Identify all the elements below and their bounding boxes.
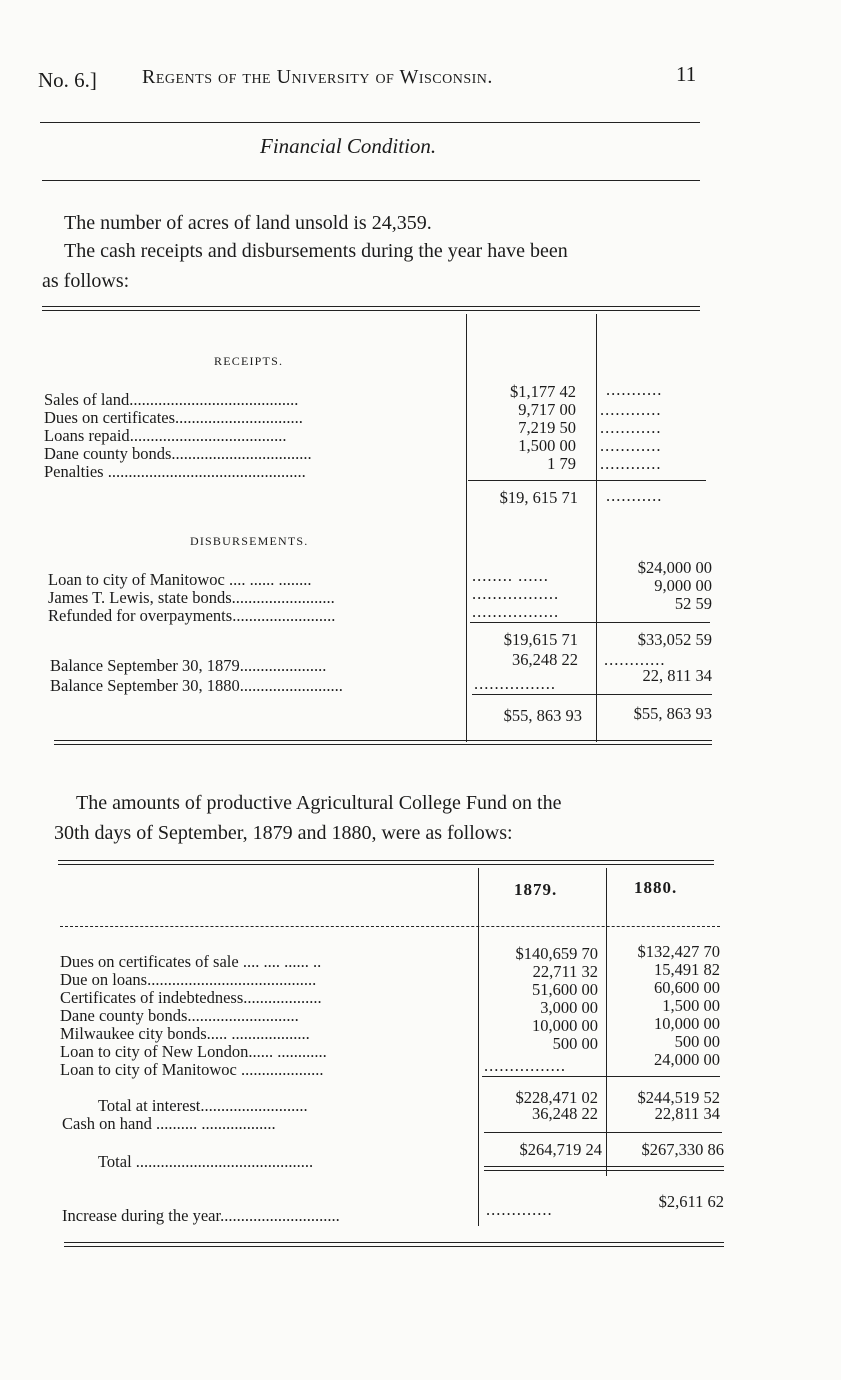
receipt-label-1: Sales of land......................................... bbox=[44, 390, 299, 409]
disbursement-value-3: 52 59 bbox=[674, 594, 712, 613]
table2-top-rule bbox=[58, 860, 714, 861]
total-label: Total ........................................... bbox=[98, 1152, 314, 1171]
top-rule bbox=[40, 122, 700, 123]
t2-col2-1: $132,427 70 bbox=[637, 942, 720, 961]
intro-line-1: The number of acres of land unsold is 24,359. bbox=[64, 212, 432, 234]
para2-line-2: 30th days of September, 1879 and 1880, were as follows: bbox=[54, 822, 513, 844]
balance-1880-value: 22, 811 34 bbox=[642, 666, 712, 685]
cash-1880: 22,811 34 bbox=[654, 1104, 720, 1123]
increase-1879-leader: ............. bbox=[486, 1200, 553, 1219]
receipt-leader-1: ........... bbox=[606, 380, 663, 399]
disbursement-leader-2: ................. bbox=[472, 584, 560, 603]
table2-col-divider-1 bbox=[478, 868, 479, 1226]
table2-col-divider-2 bbox=[606, 868, 607, 1176]
grand-total-col2: $55, 863 93 bbox=[633, 704, 712, 723]
table1-top-rule-2 bbox=[42, 310, 700, 311]
receipts-heading: RECEIPTS. bbox=[214, 354, 284, 368]
balance-1879-leader: ............ bbox=[604, 650, 666, 669]
receipt-leader-2: ............ bbox=[600, 400, 662, 419]
t2-col1-2: 22,711 32 bbox=[532, 962, 598, 981]
receipt-value-4: 1,500 00 bbox=[518, 436, 576, 455]
t2-label-5: Milwaukee city bonds..... ................... bbox=[60, 1024, 310, 1043]
t2-col1-3: 51,600 00 bbox=[532, 980, 598, 999]
t2-col2-4: 1,500 00 bbox=[662, 996, 720, 1015]
t2-label-3: Certificates of indebtedness................... bbox=[60, 988, 322, 1007]
intro-line-3: as follows: bbox=[42, 270, 130, 292]
t2-col2-7: 24,000 00 bbox=[654, 1050, 720, 1069]
disbursement-label-1: Loan to city of Manitowoc .... ...... ........ bbox=[48, 570, 312, 589]
t2-label-2: Due on loans......................................... bbox=[60, 970, 317, 989]
t2-label-7: Loan to city of Manitowoc .................... bbox=[60, 1060, 324, 1079]
disbursement-leader-1: ........ ...... bbox=[472, 566, 549, 585]
disbursements-heading: DISBURSEMENTS. bbox=[190, 534, 309, 548]
col-header-1880: 1880. bbox=[634, 878, 678, 897]
t2-label-6: Loan to city of New London...... ............ bbox=[60, 1042, 327, 1061]
cash-1879: 36,248 22 bbox=[532, 1104, 598, 1123]
total-interest-label: Total at interest.......................... bbox=[98, 1096, 308, 1115]
t2-col2-6: 500 00 bbox=[674, 1032, 720, 1051]
receipt-label-5: Penalties ................................................ bbox=[44, 462, 306, 481]
page-number: 11 bbox=[676, 62, 697, 86]
t2-total-rule bbox=[484, 1132, 722, 1133]
t2-col1-6: 500 00 bbox=[552, 1034, 598, 1053]
receipt-label-2: Dues on certificates............................... bbox=[44, 408, 303, 427]
t2-col1-7-leader: ................ bbox=[484, 1056, 566, 1075]
table1-col-divider-1 bbox=[466, 314, 467, 742]
t2-col1-4: 3,000 00 bbox=[540, 998, 598, 1017]
table1-top-rule bbox=[42, 306, 700, 307]
t2-col1-5: 10,000 00 bbox=[532, 1016, 598, 1035]
t2-label-4: Dane county bonds........................... bbox=[60, 1006, 299, 1025]
t2-col2-3: 60,600 00 bbox=[654, 978, 720, 997]
balance-label-1880: Balance September 30, 1880......................... bbox=[50, 676, 343, 695]
receipt-value-5: 1 79 bbox=[547, 454, 576, 473]
table1-bottom-rule-2 bbox=[54, 744, 712, 745]
table2-bottom-rule bbox=[64, 1242, 724, 1243]
balance-label-1979: Balance September 30, 1879..................... bbox=[50, 656, 327, 675]
disbursements-subtotal-rule bbox=[470, 622, 710, 623]
receipt-value-1: $1,177 42 bbox=[510, 382, 576, 401]
t2-total-rule-3 bbox=[484, 1170, 724, 1171]
total-1880: $267,330 86 bbox=[641, 1140, 724, 1159]
receipts-total-rule bbox=[468, 480, 706, 481]
disbursement-leader-3: ................. bbox=[472, 602, 560, 621]
table2-top-rule-2 bbox=[58, 864, 714, 865]
disbursement-label-2: James T. Lewis, state bonds......................... bbox=[48, 588, 335, 607]
receipt-value-2: 9,717 00 bbox=[518, 400, 576, 419]
t2-col2-5: 10,000 00 bbox=[654, 1014, 720, 1033]
col-header-1879: 1879. bbox=[514, 880, 558, 899]
header-title: Regents of the University of Wisconsin. bbox=[142, 66, 493, 88]
receipt-leader-5: ............ bbox=[600, 454, 662, 473]
grand-total-col1: $55, 863 93 bbox=[503, 706, 582, 725]
intro-line-2: The cash receipts and disbursements during the year have been bbox=[64, 240, 568, 262]
disbursement-value-2: 9,000 00 bbox=[654, 576, 712, 595]
para2-line-1: The amounts of productive Agricultural College Fund on the bbox=[76, 792, 562, 814]
receipt-leader-4: ............ bbox=[600, 436, 662, 455]
t2-col2-2: 15,491 82 bbox=[654, 960, 720, 979]
receipts-total: $19, 615 71 bbox=[499, 488, 578, 507]
table1-bottom-rule bbox=[54, 740, 712, 741]
balance-1880-leader: ................ bbox=[474, 674, 556, 693]
total-interest-1880: $244,519 52 bbox=[637, 1088, 720, 1107]
receipts-total-leader: ........... bbox=[606, 486, 663, 505]
disbursement-value-1: $24,000 00 bbox=[637, 558, 712, 577]
disbursement-label-3: Refunded for overpayments......................... bbox=[48, 606, 336, 625]
section-title: Financial Condition. bbox=[260, 134, 437, 158]
subtotal-col2: $33,052 59 bbox=[637, 630, 712, 649]
total-interest-1879: $228,471 02 bbox=[515, 1088, 598, 1107]
grand-total-rule bbox=[472, 694, 712, 695]
t2-label-1: Dues on certificates of sale .... .... ...... .. bbox=[60, 952, 322, 971]
t2-total-rule-2 bbox=[484, 1166, 724, 1167]
table2-header-rule bbox=[60, 926, 720, 927]
total-1879: $264,719 24 bbox=[519, 1140, 602, 1159]
table2-bottom-rule-2 bbox=[64, 1246, 724, 1247]
receipt-value-3: 7,219 50 bbox=[518, 418, 576, 437]
receipt-leader-3: ............ bbox=[600, 418, 662, 437]
table1-col-divider-2 bbox=[596, 314, 597, 742]
t2-interest-rule bbox=[482, 1076, 720, 1077]
increase-label: Increase during the year............................. bbox=[62, 1206, 340, 1225]
section-rule bbox=[42, 180, 700, 181]
cash-on-hand-label: Cash on hand .......... .................. bbox=[62, 1114, 276, 1133]
increase-1880: $2,611 62 bbox=[658, 1192, 724, 1211]
t2-col1-1: $140,659 70 bbox=[515, 944, 598, 963]
balance-1879-value: 36,248 22 bbox=[512, 650, 578, 669]
receipt-label-3: Loans repaid...................................... bbox=[44, 426, 287, 445]
header-number: No. 6.] bbox=[38, 68, 97, 92]
receipt-label-4: Dane county bonds.................................. bbox=[44, 444, 312, 463]
subtotal-col1: $19,615 71 bbox=[503, 630, 578, 649]
